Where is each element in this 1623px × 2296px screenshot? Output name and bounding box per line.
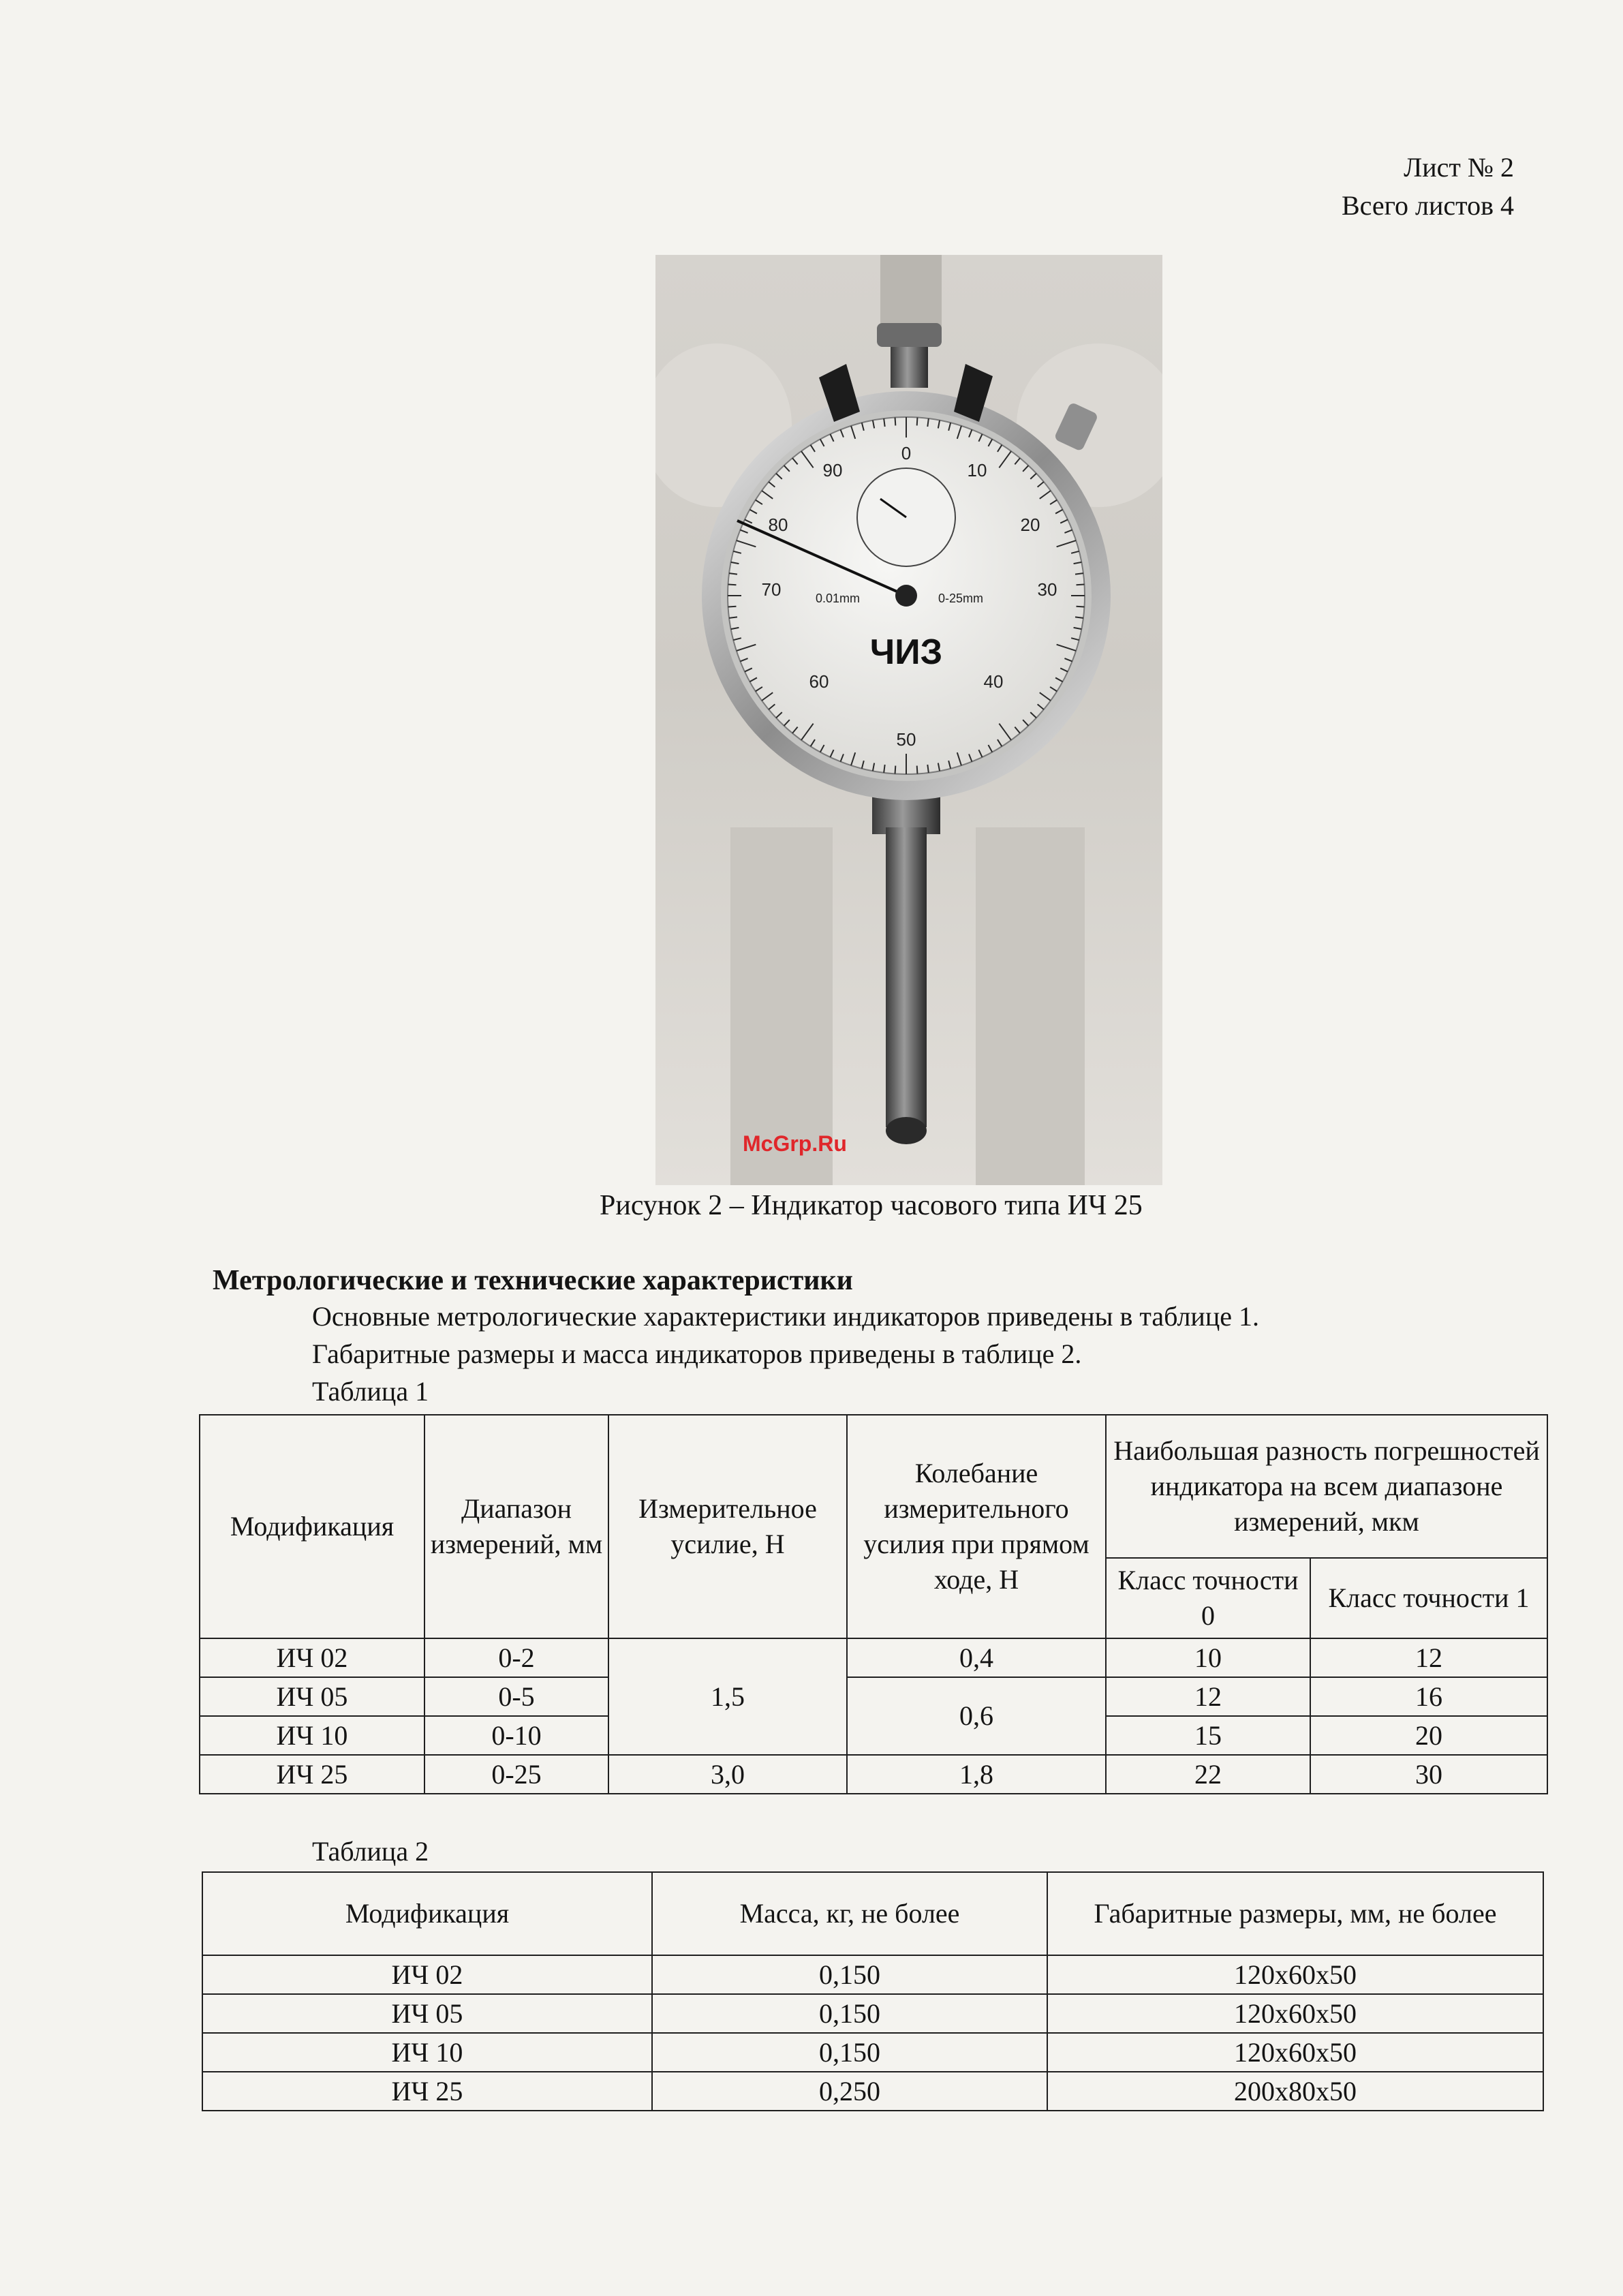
dial-logo: ЧИЗ	[869, 632, 943, 672]
cell-mass: 0,150	[652, 1955, 1047, 1994]
cell-variation: 0,6	[847, 1677, 1106, 1755]
cell-range: 0-10	[424, 1716, 608, 1755]
figure-caption: Рисунок 2 – Индикатор часового типа ИЧ 25	[600, 1190, 1143, 1221]
section-title: Метрологические и технические характеристики	[213, 1265, 853, 1296]
cell-class1: 20	[1310, 1716, 1547, 1755]
dial-range: 0-25mm	[938, 592, 984, 605]
th-class1: Класс точности 1	[1310, 1558, 1547, 1638]
dial-number: 60	[809, 671, 829, 692]
cell-dims: 120x60x50	[1047, 2033, 1543, 2072]
dial-indicator-photo	[655, 255, 1162, 1185]
cell-mass: 0,150	[652, 2033, 1047, 2072]
cell-dims: 120x60x50	[1047, 1955, 1543, 1994]
cell-dims: 120x60x50	[1047, 1994, 1543, 2033]
cell-mod: ИЧ 10	[200, 1716, 424, 1755]
cell-force: 3,0	[608, 1755, 847, 1794]
cell-class0: 15	[1106, 1716, 1310, 1755]
paragraph-dimensions: Габаритные размеры и масса индикаторов приведены в таблице 2.	[312, 1338, 1082, 1369]
cell-mod: ИЧ 10	[202, 2033, 652, 2072]
cell-mod: ИЧ 02	[202, 1955, 652, 1994]
dial-number: 20	[1020, 515, 1040, 535]
dial-tick	[895, 418, 896, 426]
dial-number: 50	[896, 729, 916, 750]
cell-dims: 200x80x50	[1047, 2072, 1543, 2111]
th-force: Измерительное усилие, Н	[608, 1415, 847, 1638]
cell-mod: ИЧ 25	[200, 1755, 424, 1794]
table-row	[202, 2072, 1543, 2111]
cell-mod: ИЧ 25	[202, 2072, 652, 2111]
table-row	[200, 1677, 1547, 1716]
cell-mass: 0,150	[652, 1994, 1047, 2033]
cell-class0: 12	[1106, 1677, 1310, 1716]
th-class0: Класс точности 0	[1106, 1558, 1310, 1638]
sheet-total: Всего листов 4	[1341, 190, 1514, 221]
dial-number: 10	[967, 460, 987, 480]
th-mass: Масса, кг, не более	[652, 1872, 1047, 1955]
dial-tick	[917, 418, 918, 426]
dial-tick	[895, 766, 896, 774]
watermark: McGrp.Ru	[743, 1131, 847, 1156]
paragraph-metrological: Основные метрологические характеристики индикаторов приведены в таблице 1.	[312, 1301, 1259, 1332]
table-row	[202, 2033, 1543, 2072]
table-row	[200, 1638, 1547, 1677]
cell-variation: 0,4	[847, 1638, 1106, 1677]
dial-number: 90	[822, 460, 843, 480]
th-dims: Габаритные размеры, мм, не более	[1047, 1872, 1543, 1955]
th-range: Диапазон измерений, мм	[424, 1415, 608, 1638]
cell-force: 1,5	[608, 1638, 847, 1755]
cell-mass: 0,250	[652, 2072, 1047, 2111]
sheet-number: Лист № 2	[1404, 152, 1514, 183]
dial-number: 0	[901, 443, 912, 463]
dial-number: 70	[761, 579, 782, 600]
cell-mod: ИЧ 05	[202, 1994, 652, 2033]
cell-range: 0-5	[424, 1677, 608, 1716]
dial-number: 30	[1037, 579, 1057, 600]
dial-number: 40	[983, 671, 1004, 692]
cell-class0: 22	[1106, 1755, 1310, 1794]
th-modification: Модификация	[200, 1415, 424, 1638]
th-modification: Модификация	[202, 1872, 652, 1955]
cell-variation: 1,8	[847, 1755, 1106, 1794]
dial-tick	[917, 766, 918, 774]
cell-mod: ИЧ 02	[200, 1638, 424, 1677]
table-row	[200, 1755, 1547, 1794]
table1-label: Таблица 1	[312, 1376, 429, 1407]
table-metrological	[199, 1414, 1548, 1794]
dial-number: 80	[768, 515, 788, 535]
table-row	[202, 1955, 1543, 1994]
dial-indicator-drawing	[655, 255, 1162, 1185]
th-variation: Колебание измерительного усилия при прямом ходе, Н	[847, 1415, 1106, 1638]
table-row	[202, 1994, 1543, 2033]
table-dimensions	[202, 1871, 1544, 2111]
cell-range: 0-2	[424, 1638, 608, 1677]
cell-class1: 12	[1310, 1638, 1547, 1677]
dial-units: 0.01mm	[816, 592, 861, 605]
th-max-diff: Наибольшая разность погрешностей индикатора на всем диапазоне измерений, мкм	[1106, 1415, 1547, 1558]
cell-class1: 16	[1310, 1677, 1547, 1716]
table2-label: Таблица 2	[312, 1836, 429, 1867]
cell-class0: 10	[1106, 1638, 1310, 1677]
cell-range: 0-25	[424, 1755, 608, 1794]
cell-class1: 30	[1310, 1755, 1547, 1794]
cell-mod: ИЧ 05	[200, 1677, 424, 1716]
